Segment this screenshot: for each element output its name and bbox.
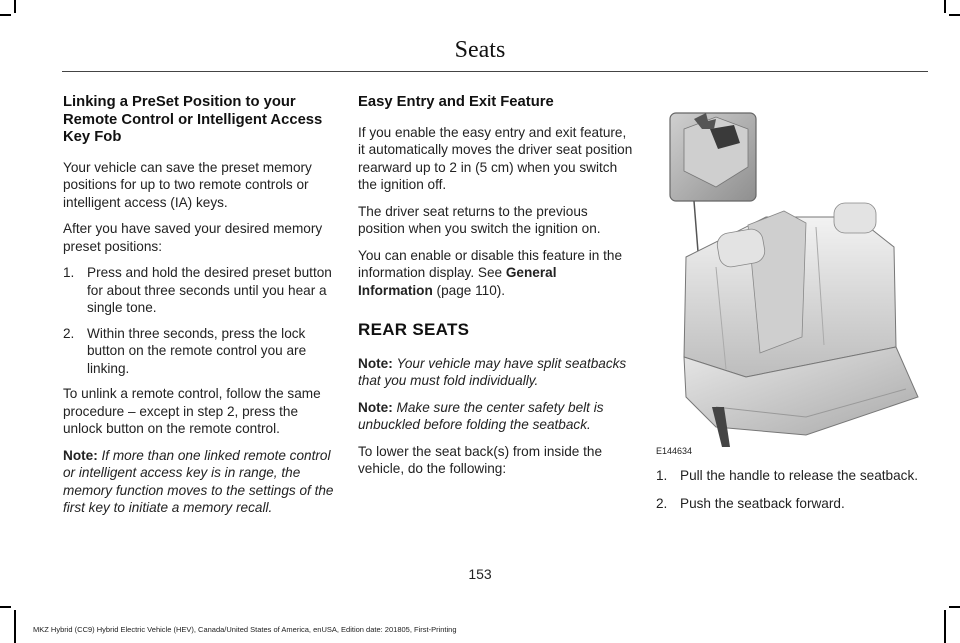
note bbox=[358, 399, 633, 434]
column-left bbox=[63, 94, 341, 526]
paragraph bbox=[358, 247, 633, 300]
footer-edition-info: MKZ Hybrid (CC9) Hybrid Electric Vehicle (HEV), Canada/United States of America, enUSA, Edition date: 201805, First-Printing bbox=[33, 625, 457, 634]
paragraph: After you have saved your desired memory preset positions: bbox=[63, 221, 323, 254]
paragraph: To unlink a remote control, follow the same procedure – except in step 2, press the unlock button on the remote control. bbox=[63, 386, 321, 436]
section-heading-rear-seats: REAR SEATS bbox=[358, 320, 470, 339]
note-text: If more than one linked remote control or intelligent access key is in range, the memory function moves to the settings of the first key to initiate a memory recall. bbox=[63, 447, 334, 515]
list-text: Push the seatback forward. bbox=[680, 495, 845, 511]
paragraph-text: You can enable or disable this feature in the information display. See bbox=[358, 247, 623, 280]
page-number: 153 bbox=[468, 566, 492, 582]
list-text: Press and hold the desired preset button for about three seconds until you hear a single tone. bbox=[87, 265, 332, 315]
crop-mark-top-left-v bbox=[14, 0, 16, 13]
note bbox=[63, 447, 341, 517]
crop-mark-bottom-right-h bbox=[949, 606, 960, 608]
note-label: Note: bbox=[63, 447, 98, 463]
header-divider bbox=[62, 71, 928, 72]
note-label: Note: bbox=[358, 399, 393, 415]
paragraph: To lower the seat back(s) from inside the vehicle, do the following: bbox=[358, 443, 603, 476]
figure-code: E144634 bbox=[656, 446, 693, 456]
list-number: 2. bbox=[63, 325, 75, 341]
fold-steps-list bbox=[656, 467, 931, 522]
list-number: 1. bbox=[656, 468, 668, 483]
list-text: Within three seconds, press the lock button on the remote control you are linking. bbox=[87, 325, 307, 376]
column-middle bbox=[358, 94, 633, 487]
crop-mark-top-right-h bbox=[949, 14, 960, 16]
list-item bbox=[656, 467, 931, 485]
section-heading-linking: Linking a PreSet Position to your Remote Control or Intelligent Access Key Fob bbox=[63, 94, 323, 145]
note-label: Note: bbox=[358, 355, 393, 371]
note-text: Make sure the center safety belt is unbuckled before folding the seatback. bbox=[358, 399, 604, 432]
section-heading-easy-entry: Easy Entry and Exit Feature bbox=[358, 94, 554, 110]
paragraph: Your vehicle can save the preset memory positions for up to two remote controls or intelligent access (IA) keys. bbox=[63, 159, 312, 210]
page-title: Seats bbox=[454, 37, 506, 63]
note bbox=[358, 355, 633, 390]
paragraph: If you enable the easy entry and exit feature, it automatically moves the driver seat position rearward up to 2 in (5 cm) when you switch the ignition off. bbox=[358, 124, 633, 192]
paragraph: The driver seat returns to the previous position when you switch the ignition on. bbox=[358, 203, 601, 236]
list-item bbox=[63, 264, 341, 317]
crop-mark-bottom-left-h bbox=[0, 606, 11, 608]
note-text: Your vehicle may have split seatbacks that you must fold individually. bbox=[358, 355, 627, 388]
list-number: 1. bbox=[63, 265, 75, 280]
paragraph-text: (page 110). bbox=[432, 282, 506, 298]
list-item bbox=[656, 495, 931, 513]
crop-mark-top-left-h bbox=[0, 14, 11, 16]
crop-mark-bottom-right-v bbox=[944, 610, 946, 643]
cross-reference-link[interactable]: General Information bbox=[358, 265, 557, 298]
crop-mark-bottom-left-v bbox=[14, 610, 16, 643]
list-text: Pull the handle to release the seatback. bbox=[680, 468, 919, 483]
list-item bbox=[63, 325, 341, 378]
rear-seat-illustration bbox=[656, 107, 931, 457]
list-number: 2. bbox=[656, 495, 668, 511]
rear-seat-drawing bbox=[656, 107, 931, 457]
crop-mark-top-right-v bbox=[944, 0, 946, 13]
